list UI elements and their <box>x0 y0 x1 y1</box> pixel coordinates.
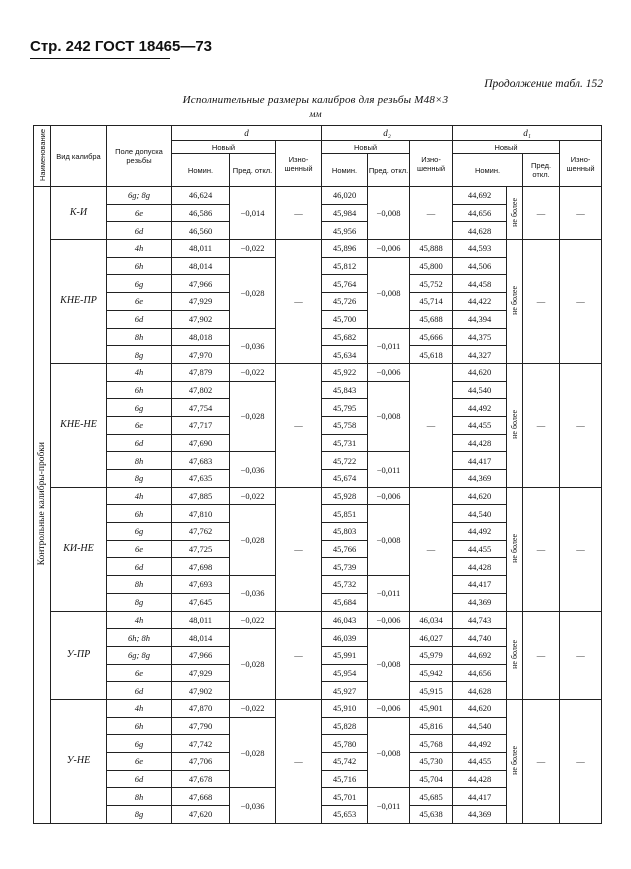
d-worn: — <box>276 611 322 699</box>
d-nominal: 46,586 <box>172 204 230 222</box>
d-limit-deviation: −0,028 <box>230 257 276 328</box>
d-limit-deviation: −0,022 <box>230 240 276 258</box>
tolerance-field: 4h <box>107 487 172 505</box>
tolerance-field: 6g <box>107 275 172 293</box>
d1-nominal: 44,428 <box>453 434 507 452</box>
d2-worn: 45,618 <box>410 346 453 364</box>
d-nominal: 47,620 <box>172 806 230 824</box>
d2-nominal: 45,984 <box>322 204 368 222</box>
d1-not-more-note <box>507 363 523 487</box>
not-more-text: не более <box>509 286 519 315</box>
d2-worn: 45,888 <box>410 240 453 258</box>
d2-nominal: 45,803 <box>322 523 368 541</box>
d1-limit-deviation: — <box>523 487 560 611</box>
d2-nominal: 45,684 <box>322 593 368 611</box>
header-rule <box>30 58 170 59</box>
d1-nominal: 44,593 <box>453 240 507 258</box>
tolerance-field: 8h <box>107 788 172 806</box>
d-nominal: 47,802 <box>172 381 230 399</box>
tolerance-field: 8h <box>107 328 172 346</box>
d2-worn: 45,942 <box>410 664 453 682</box>
tolerance-field: 6g <box>107 735 172 753</box>
d2-nominal: 45,701 <box>322 788 368 806</box>
d2-worn: 45,816 <box>410 717 453 735</box>
d-limit-deviation: −0,022 <box>230 363 276 381</box>
d2-nominal: 45,722 <box>322 452 368 470</box>
table-row <box>34 363 602 381</box>
tolerance-field: 6h <box>107 717 172 735</box>
gauge-dimensions-table <box>33 125 602 824</box>
d-limit-deviation: −0,036 <box>230 576 276 611</box>
d-nominal: 47,970 <box>172 346 230 364</box>
tolerance-field: 6d <box>107 558 172 576</box>
header-d1-new: Новый <box>453 141 560 154</box>
d2-nominal: 45,956 <box>322 222 368 240</box>
gauge-kind: У-ПР <box>51 611 107 699</box>
d2-limit-deviation: −0,006 <box>368 240 410 258</box>
d-nominal: 47,668 <box>172 788 230 806</box>
d-nominal: 47,678 <box>172 770 230 788</box>
header-d1-nominal: Номин. <box>453 154 523 187</box>
d2-worn: 45,704 <box>410 770 453 788</box>
d1-nominal: 44,628 <box>453 222 507 240</box>
table-body <box>34 187 602 824</box>
d2-nominal: 45,928 <box>322 487 368 505</box>
d2-nominal: 45,991 <box>322 646 368 664</box>
d2-limit-deviation: −0,008 <box>368 381 410 452</box>
d2-nominal: 45,682 <box>322 328 368 346</box>
d1-nominal: 44,455 <box>453 753 507 771</box>
d2-limit-deviation: −0,008 <box>368 257 410 328</box>
d-limit-deviation: −0,036 <box>230 788 276 823</box>
tolerance-field: 6e <box>107 416 172 434</box>
tolerance-field: 8h <box>107 576 172 594</box>
d2-worn: 45,901 <box>410 699 453 717</box>
d2-nominal: 45,766 <box>322 540 368 558</box>
d1-worn: — <box>560 699 602 823</box>
unit-label: мм <box>309 110 322 120</box>
d1-nominal: 44,620 <box>453 699 507 717</box>
d2-nominal: 46,020 <box>322 187 368 205</box>
d2-worn: — <box>410 363 453 487</box>
d1-nominal: 44,327 <box>453 346 507 364</box>
d-worn: — <box>276 363 322 487</box>
header-tolerance-field: Поле допуска резьбы <box>107 126 172 187</box>
d-nominal: 47,870 <box>172 699 230 717</box>
d1-nominal: 44,492 <box>453 735 507 753</box>
d-nominal: 47,725 <box>172 540 230 558</box>
d-limit-deviation: −0,028 <box>230 717 276 788</box>
d2-nominal: 45,634 <box>322 346 368 364</box>
d2-nominal: 45,739 <box>322 558 368 576</box>
tolerance-field: 4h <box>107 699 172 717</box>
d-nominal: 47,690 <box>172 434 230 452</box>
d-limit-deviation: −0,014 <box>230 187 276 240</box>
d1-nominal: 44,417 <box>453 576 507 594</box>
d1-limit-deviation: — <box>523 363 560 487</box>
d2-worn: 45,730 <box>410 753 453 771</box>
header-d1: d₁ <box>453 126 602 141</box>
d-nominal: 47,902 <box>172 682 230 700</box>
d1-not-more-note <box>507 487 523 611</box>
not-more-text: не более <box>509 745 519 775</box>
tolerance-field: 6e <box>107 293 172 311</box>
d2-worn: 46,027 <box>410 629 453 647</box>
d2-worn: 45,752 <box>410 275 453 293</box>
d1-nominal: 44,417 <box>453 452 507 470</box>
page-header: Стр. 242 ГОСТ 18465—73 <box>30 38 213 55</box>
d2-worn: 45,915 <box>410 682 453 700</box>
tolerance-field: 6e <box>107 540 172 558</box>
d2-limit-deviation: −0,008 <box>368 717 410 788</box>
tolerance-field: 6h <box>107 381 172 399</box>
table-row <box>34 187 602 205</box>
d1-limit-deviation: — <box>523 611 560 699</box>
d1-nominal: 44,692 <box>453 646 507 664</box>
d1-nominal: 44,369 <box>453 470 507 488</box>
d-nominal: 47,966 <box>172 646 230 664</box>
d-limit-deviation: −0,028 <box>230 505 276 576</box>
d2-limit-deviation: −0,011 <box>368 328 410 363</box>
gauge-kind: У-НЕ <box>51 699 107 823</box>
d-nominal: 48,014 <box>172 629 230 647</box>
d2-worn: 45,666 <box>410 328 453 346</box>
d2-worn: — <box>410 187 453 240</box>
tolerance-field: 6h <box>107 257 172 275</box>
d2-worn: 45,768 <box>410 735 453 753</box>
d1-nominal: 44,417 <box>453 788 507 806</box>
d2-nominal: 46,043 <box>322 611 368 629</box>
gauge-kind: КНЕ-НЕ <box>51 363 107 487</box>
table-row <box>34 487 602 505</box>
d-limit-deviation: −0,036 <box>230 328 276 363</box>
d1-nominal: 44,455 <box>453 540 507 558</box>
gauge-kind: КНЕ-ПР <box>51 240 107 364</box>
d2-nominal: 45,780 <box>322 735 368 753</box>
d-nominal: 47,706 <box>172 753 230 771</box>
d-worn: — <box>276 187 322 240</box>
d-nominal: 47,902 <box>172 310 230 328</box>
d2-limit-deviation: −0,008 <box>368 505 410 576</box>
d-limit-deviation: −0,036 <box>230 452 276 487</box>
tolerance-field: 6g; 8g <box>107 187 172 205</box>
d2-nominal: 45,716 <box>322 770 368 788</box>
tolerance-field: 6g <box>107 399 172 417</box>
d2-limit-deviation: −0,008 <box>368 187 410 240</box>
not-more-text: не более <box>509 197 519 227</box>
d2-worn: 45,688 <box>410 310 453 328</box>
tolerance-field: 6e <box>107 204 172 222</box>
d2-worn: 45,800 <box>410 257 453 275</box>
tolerance-field: 6g <box>107 523 172 541</box>
d1-nominal: 44,369 <box>453 806 507 824</box>
tolerance-field: 6d <box>107 434 172 452</box>
d-nominal: 48,014 <box>172 257 230 275</box>
d2-limit-deviation: −0,011 <box>368 452 410 487</box>
header-d2-nominal: Номин. <box>322 154 368 187</box>
tolerance-field: 8g <box>107 593 172 611</box>
d-nominal: 47,879 <box>172 363 230 381</box>
d-nominal: 48,011 <box>172 240 230 258</box>
d-limit-deviation: −0,028 <box>230 629 276 700</box>
d-nominal: 47,810 <box>172 505 230 523</box>
d1-nominal: 44,743 <box>453 611 507 629</box>
d2-limit-deviation: −0,006 <box>368 611 410 629</box>
header-d-nominal: Номин. <box>172 154 230 187</box>
d1-nominal: 44,428 <box>453 558 507 576</box>
d-limit-deviation: −0,022 <box>230 611 276 629</box>
d1-nominal: 44,620 <box>453 487 507 505</box>
d-nominal: 46,624 <box>172 187 230 205</box>
d-nominal: 47,966 <box>172 275 230 293</box>
header-kind: Вид калибра <box>51 126 107 187</box>
tolerance-field: 4h <box>107 240 172 258</box>
d-nominal: 48,018 <box>172 328 230 346</box>
d-nominal: 47,717 <box>172 416 230 434</box>
d-nominal: 47,790 <box>172 717 230 735</box>
d1-nominal: 44,620 <box>453 363 507 381</box>
d2-nominal: 45,726 <box>322 293 368 311</box>
d-worn: — <box>276 240 322 364</box>
d2-worn: 45,685 <box>410 788 453 806</box>
d2-nominal: 45,732 <box>322 576 368 594</box>
header-d: d <box>172 126 322 141</box>
d1-nominal: 44,540 <box>453 505 507 523</box>
d2-nominal: 45,922 <box>322 363 368 381</box>
d1-nominal: 44,740 <box>453 629 507 647</box>
d1-nominal: 44,540 <box>453 717 507 735</box>
d-nominal: 48,011 <box>172 611 230 629</box>
d1-nominal: 44,656 <box>453 204 507 222</box>
d2-worn: 46,034 <box>410 611 453 629</box>
d2-worn: 45,979 <box>410 646 453 664</box>
d1-not-more-note <box>507 611 523 699</box>
d2-nominal: 45,927 <box>322 682 368 700</box>
d-nominal: 47,885 <box>172 487 230 505</box>
d2-nominal: 45,954 <box>322 664 368 682</box>
d2-limit-deviation: −0,006 <box>368 699 410 717</box>
d-nominal: 47,645 <box>172 593 230 611</box>
d2-limit-deviation: −0,008 <box>368 629 410 700</box>
header-d-limit: Пред. откл. <box>230 154 276 187</box>
tolerance-field: 6h; 8h <box>107 629 172 647</box>
d2-nominal: 45,812 <box>322 257 368 275</box>
d2-worn: 45,638 <box>410 806 453 824</box>
header-d2: d₂ <box>322 126 453 141</box>
d1-nominal: 44,540 <box>453 381 507 399</box>
header-d-worn: Изно-шенный <box>276 141 322 187</box>
d1-nominal: 44,428 <box>453 770 507 788</box>
d-nominal: 47,693 <box>172 576 230 594</box>
d2-limit-deviation: −0,006 <box>368 487 410 505</box>
table-continuation: Продолжение табл. 152 <box>484 78 603 90</box>
d-nominal: 47,635 <box>172 470 230 488</box>
d2-nominal: 45,843 <box>322 381 368 399</box>
d-worn: — <box>276 487 322 611</box>
category-label <box>34 187 51 824</box>
d1-not-more-note <box>507 187 523 240</box>
d1-worn: — <box>560 240 602 364</box>
d1-worn: — <box>560 611 602 699</box>
d2-limit-deviation: −0,011 <box>368 788 410 823</box>
d2-nominal: 45,700 <box>322 310 368 328</box>
d1-not-more-note <box>507 699 523 823</box>
d-nominal: 47,929 <box>172 664 230 682</box>
d2-worn: — <box>410 487 453 611</box>
d1-nominal: 44,656 <box>453 664 507 682</box>
not-more-text: не более <box>509 639 519 669</box>
tolerance-field: 4h <box>107 363 172 381</box>
d1-nominal: 44,506 <box>453 257 507 275</box>
d2-nominal: 45,851 <box>322 505 368 523</box>
tolerance-field: 8g <box>107 346 172 364</box>
tolerance-field: 6d <box>107 222 172 240</box>
d2-nominal: 45,828 <box>322 717 368 735</box>
tolerance-field: 8g <box>107 470 172 488</box>
d1-nominal: 44,394 <box>453 310 507 328</box>
table-row <box>34 699 602 717</box>
tolerance-field: 6d <box>107 682 172 700</box>
d2-nominal: 45,764 <box>322 275 368 293</box>
d2-limit-deviation: −0,011 <box>368 576 410 611</box>
d1-nominal: 44,422 <box>453 293 507 311</box>
d1-nominal: 44,369 <box>453 593 507 611</box>
d2-limit-deviation: −0,006 <box>368 363 410 381</box>
header-name: Наименование <box>34 126 51 187</box>
tolerance-field: 6e <box>107 753 172 771</box>
d-nominal: 47,762 <box>172 523 230 541</box>
d2-nominal: 45,910 <box>322 699 368 717</box>
table-title: Исполнительные размеры калибров для резьбы М48×3 <box>182 94 449 106</box>
d2-worn: 45,714 <box>410 293 453 311</box>
header-d2-limit: Пред. откл. <box>368 154 410 187</box>
tolerance-field: 6g; 8g <box>107 646 172 664</box>
d2-nominal: 45,896 <box>322 240 368 258</box>
d1-nominal: 44,458 <box>453 275 507 293</box>
tolerance-field: 6d <box>107 770 172 788</box>
d2-nominal: 45,731 <box>322 434 368 452</box>
category-text: Контрольные калибры-пробки <box>37 442 47 566</box>
d1-worn: — <box>560 487 602 611</box>
tolerance-field: 6e <box>107 664 172 682</box>
not-more-text: не более <box>509 533 519 563</box>
d1-nominal: 44,628 <box>453 682 507 700</box>
d1-worn: — <box>560 363 602 487</box>
d1-limit-deviation: — <box>523 240 560 364</box>
d-worn: — <box>276 699 322 823</box>
d1-nominal: 44,692 <box>453 187 507 205</box>
d-limit-deviation: −0,022 <box>230 487 276 505</box>
d1-limit-deviation: — <box>523 699 560 823</box>
table-row <box>34 611 602 629</box>
header-d1-limit: Пред. откл. <box>523 154 560 187</box>
d-nominal: 46,560 <box>172 222 230 240</box>
d2-nominal: 45,742 <box>322 753 368 771</box>
d-limit-deviation: −0,022 <box>230 699 276 717</box>
tolerance-field: 8h <box>107 452 172 470</box>
header-d2-new: Новый <box>322 141 410 154</box>
table-row <box>34 240 602 258</box>
gauge-kind: КИ-НЕ <box>51 487 107 611</box>
tolerance-field: 8g <box>107 806 172 824</box>
d-nominal: 47,683 <box>172 452 230 470</box>
d1-nominal: 44,492 <box>453 399 507 417</box>
not-more-text: не более <box>509 409 519 439</box>
d2-nominal: 46,039 <box>322 629 368 647</box>
tolerance-field: 6d <box>107 310 172 328</box>
d1-not-more-note <box>507 240 523 364</box>
d2-nominal: 45,653 <box>322 806 368 824</box>
gauge-kind: К-И <box>51 187 107 240</box>
header-d2-worn: Изно-шенный <box>410 141 453 187</box>
d2-nominal: 45,674 <box>322 470 368 488</box>
d2-nominal: 45,758 <box>322 416 368 434</box>
d1-limit-deviation: — <box>523 187 560 240</box>
tolerance-field: 6h <box>107 505 172 523</box>
d1-nominal: 44,455 <box>453 416 507 434</box>
d1-worn: — <box>560 187 602 240</box>
d1-nominal: 44,375 <box>453 328 507 346</box>
d-nominal: 47,929 <box>172 293 230 311</box>
header-d-new: Новый <box>172 141 276 154</box>
d1-nominal: 44,492 <box>453 523 507 541</box>
d-nominal: 47,742 <box>172 735 230 753</box>
header-d1-worn: Изно-шенный <box>560 141 602 187</box>
d-nominal: 47,698 <box>172 558 230 576</box>
d-nominal: 47,754 <box>172 399 230 417</box>
d2-nominal: 45,795 <box>322 399 368 417</box>
d-limit-deviation: −0,028 <box>230 381 276 452</box>
tolerance-field: 4h <box>107 611 172 629</box>
